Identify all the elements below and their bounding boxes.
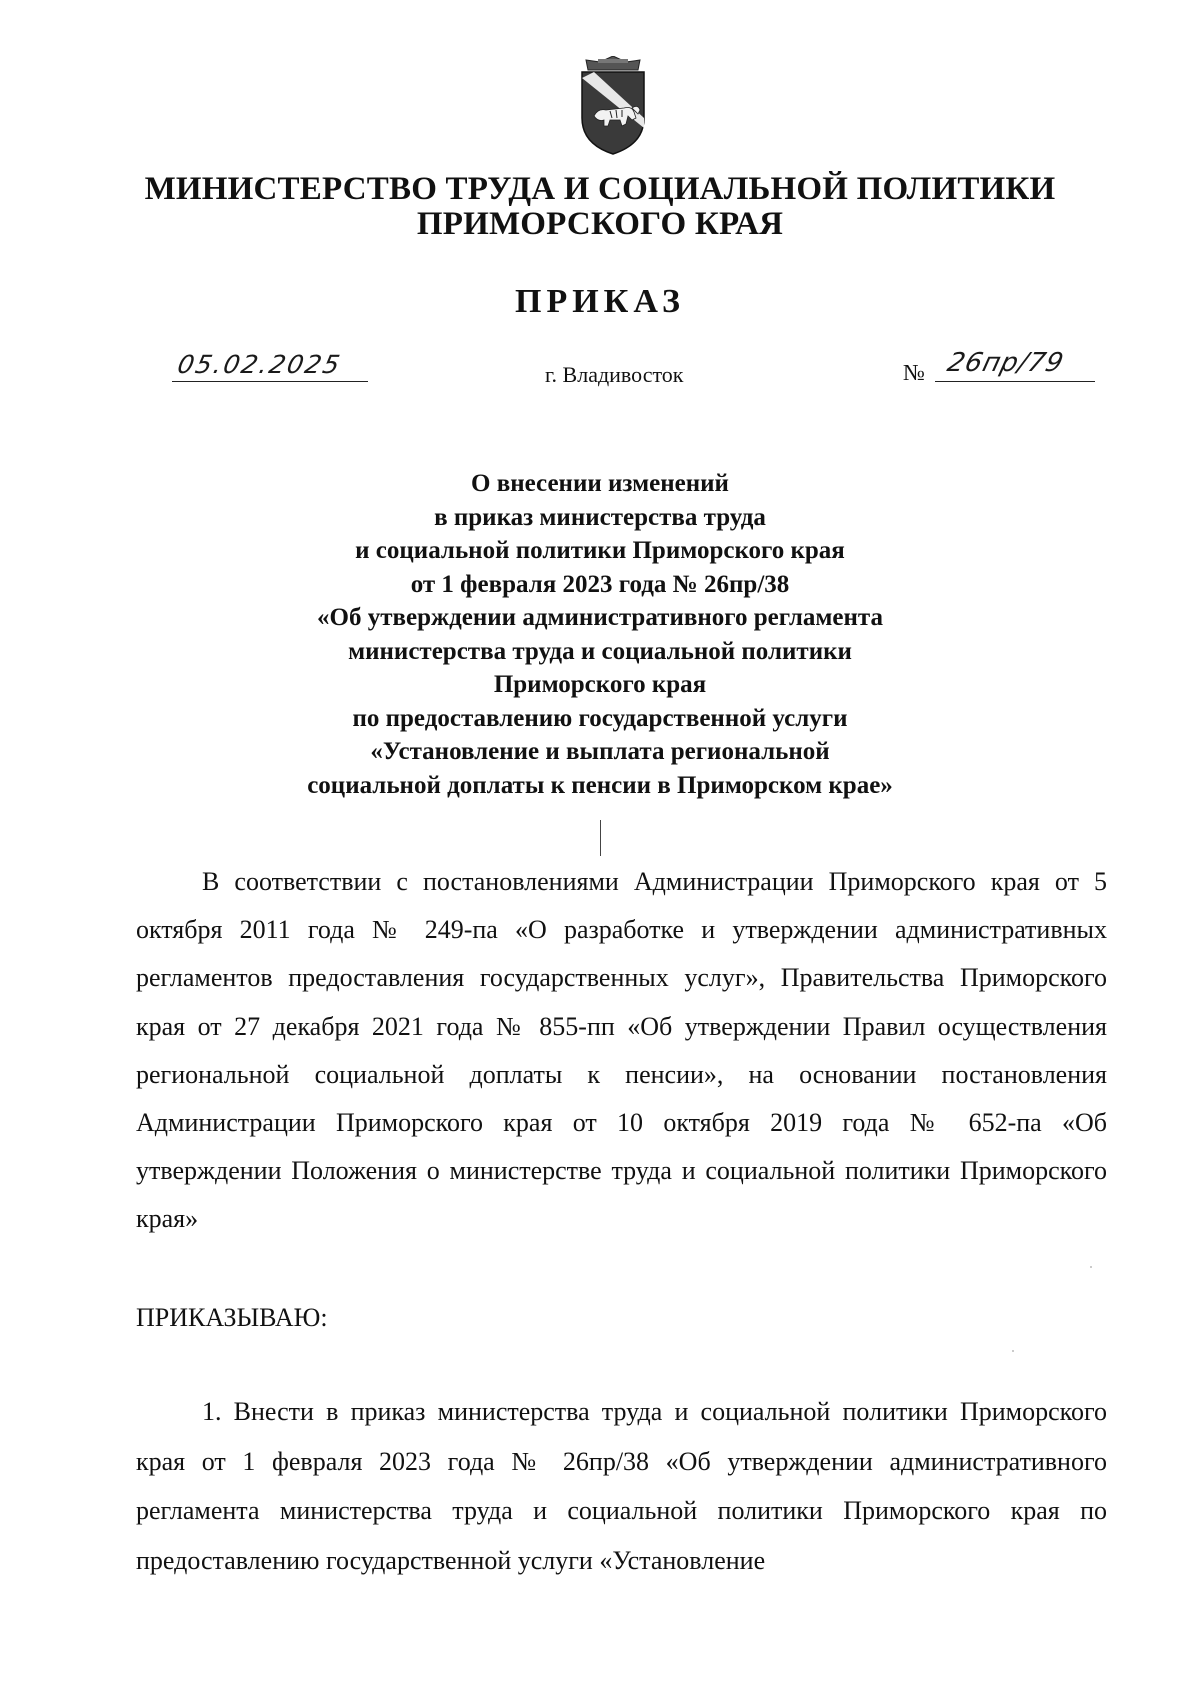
document-type: ПРИКАЗ	[515, 283, 685, 320]
title-line: и социальной политики Приморского края	[355, 537, 845, 564]
title-line: в приказ министерства труда	[434, 503, 766, 531]
number-sign: №	[903, 360, 925, 385]
title-line: министерства труда и социальной политики	[348, 637, 852, 665]
number-underline	[935, 381, 1095, 382]
coat-of-arms-icon	[576, 56, 650, 156]
title-line: «Об утверждении административного регламента	[317, 604, 883, 631]
ministry-name-line-1: МИНИСТЕРСТВО ТРУДА И СОЦИАЛЬНОЙ ПОЛИТИКИ	[144, 171, 1056, 207]
text-cursor-mark	[600, 820, 601, 856]
order-date: 05.02.2025	[174, 350, 345, 379]
title-line: О внесении изменений	[471, 470, 729, 497]
title-line: от 1 февраля 2023 года № 26пр/38	[410, 570, 790, 598]
scan-speck	[1090, 1266, 1092, 1268]
ministry-name-line-2: ПРИМОРСКОГО КРАЯ	[416, 206, 784, 242]
title-line: «Установление и выплата региональной	[370, 738, 830, 765]
order-number: 26пр/79	[944, 348, 1068, 378]
title-line: по предоставлению государственной услуги	[352, 704, 848, 732]
orders-heading: ПРИКАЗЫВАЮ:	[136, 1303, 328, 1332]
preamble-paragraph: В соответствии с постановлениями Администрации Приморского края от 5 октября 2011 года № 249-па «О разработке и утверждении административных регламентов предоставления государственных услуг», Правительства Приморского края от 27 декабря 2021 года № 855-пп «Об утверждении Правил осуществления региональной социальной доплаты к пенсии», на основании постановления Администрации Приморского края от 10 октября 2019 года № 652-па «Об утверждении Положения о министерстве труда и социальной политики Приморского края»	[136, 867, 1107, 1234]
date-underline	[172, 381, 368, 382]
issue-city: г. Владивосток	[545, 362, 684, 387]
title-line: Приморского края	[493, 671, 707, 698]
title-line: социальной доплаты к пенсии в Приморском крае»	[307, 771, 893, 799]
order-item-1: 1. Внести в приказ министерства труда и социальной политики Приморского края от 1 февраля 2023 года № 26пр/38 «Об утверждении административного регламента министерства труда и социальной политики Приморского края по предоставлению государственной услуги «Установление	[136, 1397, 1107, 1575]
order-title	[0, 467, 1200, 802]
scan-speck	[1012, 1350, 1014, 1352]
